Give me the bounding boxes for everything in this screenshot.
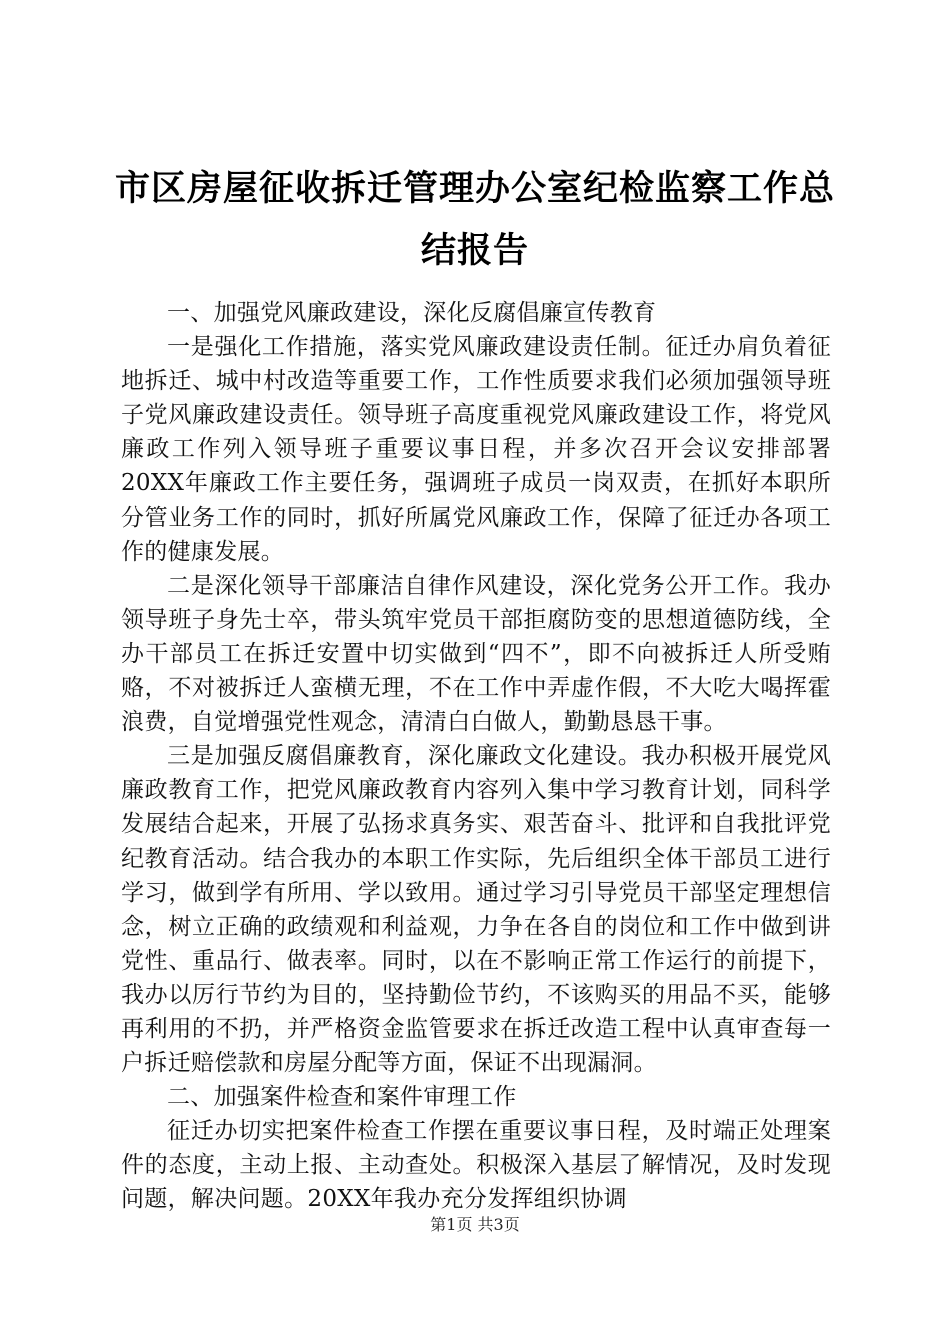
paragraph-1-2: 二是深化领导干部廉洁自律作风建设，深化党务公开工作。我办领导班子身先士卒，带头筑牢党员干部拒腐防变的思想道德防线，全办干部员工在拆迁安置中切实做到“四不”，即不向被拆迁人所受贿赂，不对被拆迁人蛮横无理，不在工作中弄虚作假，不大吃大喝挥霍浪费，自觉增强党性观念，清清白白做人，勤勤恳恳干事。 [121,572,831,736]
section-heading-1: 一、加强党风廉政建设，深化反腐倡廉宣传教育 [167,300,657,326]
document-body [121,296,831,1217]
paragraph-2-1: 征迁办切实把案件检查工作摆在重要议事日程，及时端正处理案件的态度，主动上报、主动查处。积极深入基层了解情况，及时发现问题，解决问题。20XX年我办充分发挥组织协调 [121,1118,831,1213]
page-footer: 第1页 共3页 [430,1215,520,1234]
document-title: 市区房屋征收拆迁管理办公室纪检监察工作总结报告 [114,168,835,271]
section-heading-2: 二、加强案件检查和案件审理工作 [167,1084,517,1111]
paragraph-1-1: 一是强化工作措施，落实党风廉政建设责任制。征迁办肩负着征地拆迁、城中村改造等重要工作，工作性质要求我们必须加强领导班子党风廉政建设责任。领导班子高度重视党风廉政建设工作，将党风廉政工作列入领导班子重要议事日程，并多次召开会议安排部署20XX年廉政工作主要任务，强调班子成员一岗双责，在抓好本职所分管业务工作的同时，抓好所属党风廉政工作，保障了征迁办各项工作的健康发展。 [121,334,831,565]
paragraph-1-3: 三是加强反腐倡廉教育，深化廉政文化建设。我办积极开展党风廉政教育工作，把党风廉政教育内容列入集中学习教育计划，同科学发展结合起来，开展了弘扬求真务实、艰苦奋斗、批评和自我批评党纪教育活动。结合我办的本职工作实际，先后组织全体干部员工进行学习，做到学有所用、学以致用。通过学习引导党员干部坚定理想信念，树立正确的政绩观和利益观，力争在各自的岗位和工作中做到讲党性、重品行、做表率。同时，以在不影响正常工作运行的前提下，我办以厉行节约为目的，坚持勤俭节约，不该购买的用品不买，能够再利用的不扔，并严格资金监管要求在拆迁改造工程中认真审查每一户拆迁赔偿款和房屋分配等方面，保证不出现漏洞。 [121,743,831,1077]
